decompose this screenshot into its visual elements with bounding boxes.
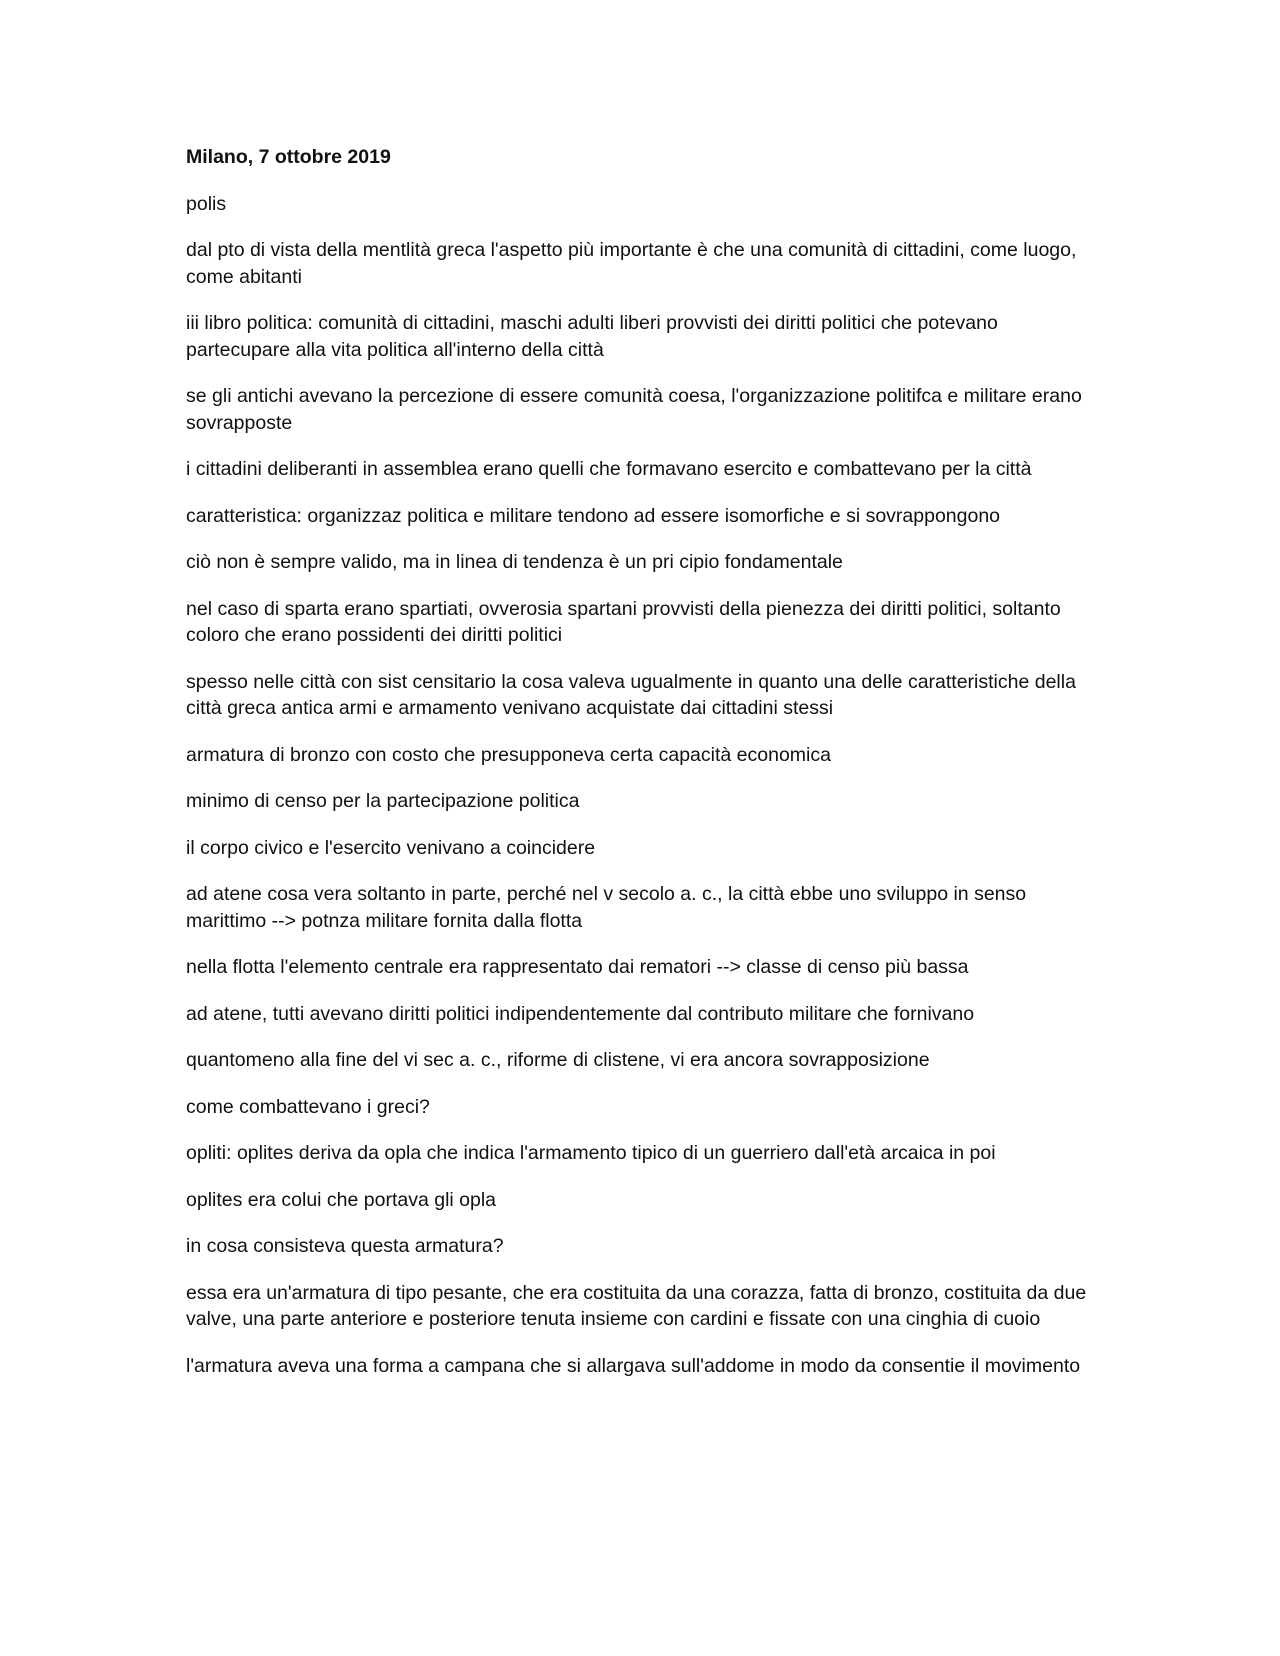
paragraph: opliti: oplites deriva da opla che indica l'armamento tipico di un guerriero dall'età arcaica in poi <box>186 1142 996 1164</box>
paragraph: iii libro politica: comunità di cittadini, maschi adulti liberi provvisti dei diritti politici che potevano partecupare alla vita politica all'interno della città <box>186 312 998 361</box>
paragraph: quantomeno alla fine del vi sec a. c., riforme di clistene, vi era ancora sovrapposizione <box>186 1049 930 1071</box>
paragraph: ad atene cosa vera soltanto in parte, perché nel v secolo a. c., la città ebbe uno sviluppo in senso marittimo --> potnza militare fornita dalla flotta <box>186 883 1027 932</box>
paragraph: armatura di bronzo con costo che presupponeva certa capacità economica <box>186 743 831 766</box>
paragraph: polis <box>186 192 227 215</box>
paragraph: come combattevano i greci? <box>186 1095 430 1118</box>
paragraph: nel caso di sparta erano spartiati, ovverosia spartani provvisti della pienezza dei diritti politici, soltanto coloro che erano possidenti dei diritti politici <box>186 597 1061 646</box>
paragraph: i cittadini deliberanti in assemblea erano quelli che formavano esercito e combattevano per la città <box>186 458 1032 480</box>
paragraph: in cosa consisteva questa armatura? <box>186 1235 504 1257</box>
paragraph: essa era un'armatura di tipo pesante, che era costituita da una corazza, fatta di bronzo, costituita da due valve, una parte anteriore e posteriore tenuta insieme con cardini e fissate con una cinghia di cuoio <box>186 1281 1087 1330</box>
paragraph: minimo di censo per la partecipazione politica <box>186 790 580 812</box>
paragraph: nella flotta l'elemento centrale era rappresentato dai rematori --> classe di censo più bassa <box>186 956 969 978</box>
paragraph: il corpo civico e l'esercito venivano a coincidere <box>186 836 596 859</box>
paragraph: ciò non è sempre valido, ma in linea di tendenza è un pri cipio fondamentale <box>186 551 843 573</box>
date-heading: Milano, 7 ottobre 2019 <box>186 146 391 168</box>
paragraph: dal pto di vista della mentlità greca l'aspetto più importante è che una comunità di cittadini, come luogo, come abitanti <box>186 239 1077 288</box>
paragraph: spesso nelle città con sist censitario la cosa valeva ugualmente in quanto una delle caratteristiche della città greca antica armi e armamento venivano acquistate dai cittadini stessi <box>186 670 1076 719</box>
paragraph: se gli antichi avevano la percezione di essere comunità coesa, l'organizzazione politifca e militare erano sovrapposte <box>186 385 1082 434</box>
paragraph: caratteristica: organizzaz politica e militare tendono ad essere isomorfiche e si sovrappongono <box>186 504 1001 527</box>
paragraph: ad atene, tutti avevano diritti politici indipendentemente dal contributo militare che fornivano <box>186 1002 975 1025</box>
paragraph: l'armatura aveva una forma a campana che si allargava sull'addome in modo da consentie il movimento <box>186 1354 1081 1377</box>
document-body <box>186 144 1106 1399</box>
paragraph: oplites era colui che portava gli opla <box>186 1188 497 1211</box>
